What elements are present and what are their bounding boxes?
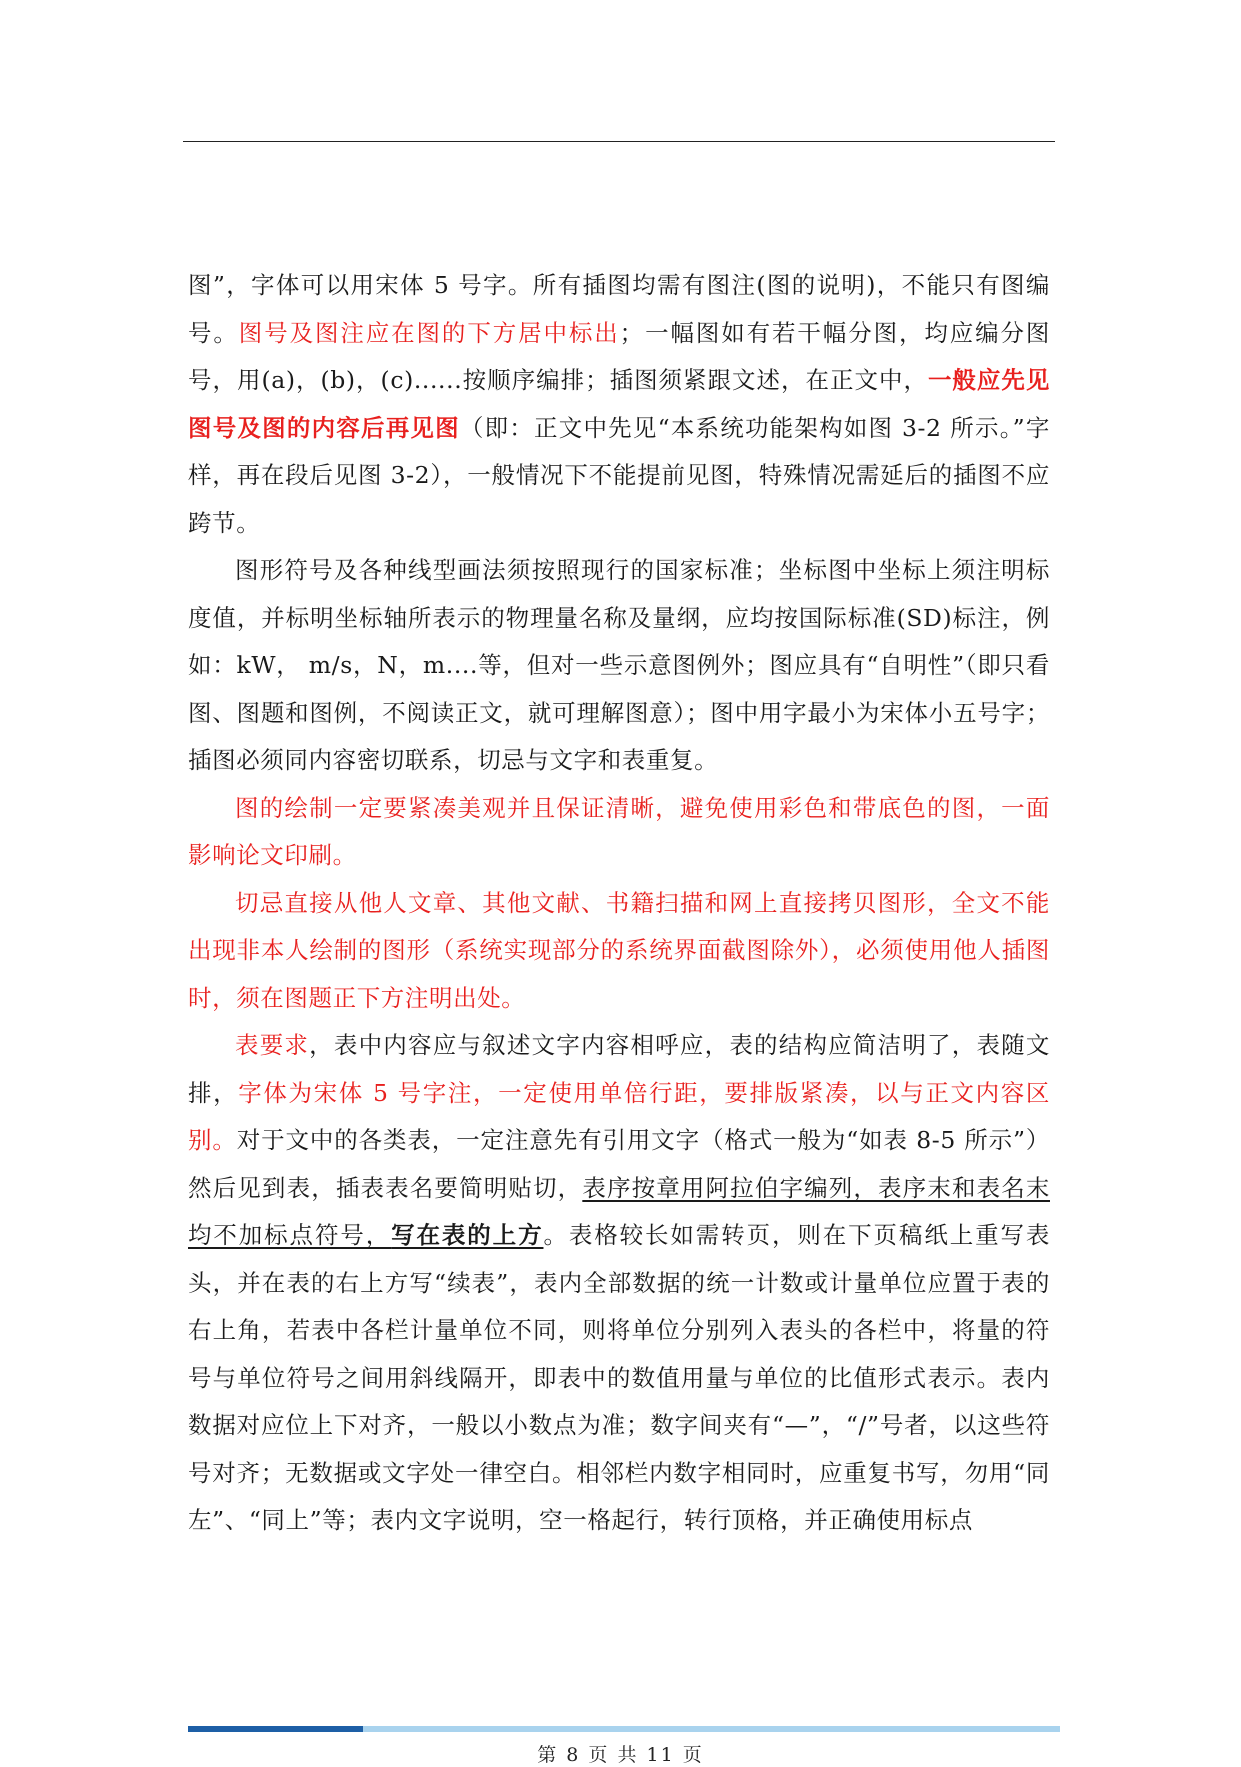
- footer-bar-light-segment: [363, 1726, 1060, 1732]
- paragraph: [188, 1022, 1050, 1545]
- text-run: 图”，字体可以用宋体 5 号字。所有插图均需有图注(图的说明)，不能只有图编号。: [188, 271, 1050, 347]
- header-rule: [183, 141, 1055, 142]
- text-run: 字体为宋体 5 号字注，一定使用单倍行距，要排版紧凑，以与正文内容区别。: [188, 1078, 1050, 1154]
- body-text: [188, 262, 1050, 1545]
- text-run: 图号及图注应在图的下方居中标出: [238, 318, 620, 347]
- footer-bar-dark-segment: [188, 1726, 363, 1732]
- text-run: （即：正文中先见“本系统功能架构如图 3-2 所示。”字样，再在段后见图 3-2），一般情况下不能提前见图，特殊情况需延后的插图不应跨节。: [188, 413, 1050, 537]
- text-run: 对于文中的各类表，一定注意先有引用文字（格式一般为“如表 8-5 所示”）然后见到表，插表表名要简明贴切，: [188, 1126, 1050, 1202]
- paragraph: [188, 785, 1050, 880]
- text-run: ；一幅图如有若干幅分图，均应编分图号，用(a)，(b)，(c)......按顺序编排；插图须紧跟文述，在正文中，: [188, 318, 1051, 394]
- text-run: ，表中内容应与叙述文字内容相呼应，表的结构应简洁明了，表随文排，: [188, 1031, 1050, 1107]
- text-run: 图的绘制一定要紧凑美观并且保证清晰，避免使用彩色和带底色的图，一面影响论文印刷。: [188, 793, 1050, 869]
- footer-bar: [188, 1726, 1060, 1732]
- paragraph: [188, 880, 1050, 1023]
- text-run: 一般应先见图号及图的内容后再见图: [188, 366, 1050, 442]
- text-run: 切忌直接从他人文章、其他文献、书籍扫描和网上直接拷贝图形，全文不能出现非本人绘制的图形（系统实现部分的系统界面截图除外），必须使用他人插图时，须在图题正下方注明出处。: [188, 888, 1050, 1012]
- paragraph: [188, 262, 1050, 547]
- text-run: 写在表的上方: [391, 1221, 544, 1249]
- text-run: 表序按章用阿拉伯字编列，表序末和表名末均不加标点符号，: [188, 1173, 1050, 1249]
- paragraph: [188, 547, 1050, 785]
- text-run: 。表格较长如需转页，则在下页稿纸上重写表头，并在表的右上方写“续表”，表内全部数据的统一计数或计量单位应置于表的右上角，若表中各栏计量单位不同，则将单位分别列入表头的各栏中，将量的符号与单位符号之间用斜线隔开，即表中的数值用量与单位的比值形式表示。表内数据对应位上下对齐，一般以小数点为准；数字间夹有“—”，“/”号者，以这些符号对齐；无数据或文字处一律空白。相邻栏内数字相同时，应重复书写，勿用“同左”、“同上”等；表内文字说明，空一格起行，转行顶格，并正确使用标点: [188, 1221, 1050, 1534]
- text-run: 表要求: [235, 1031, 310, 1059]
- text-run: 图形符号及各种线型画法须按照现行的国家标准；坐标图中坐标上须注明标度值，并标明坐标轴所表示的物理量名称及量纲，应均按国际标准(SD)标注，例如：kW， m/s，N，m....等，但对一些示意图例外；图应具有“自明性”（即只看图、图题和图例，不阅读正文，就可理解图意）；图中用字最小为宋体小五号字；插图必须同内容密切联系，切忌与文字和表重复。: [188, 556, 1050, 774]
- page-number: 第 8 页 共 11 页: [537, 1744, 704, 1766]
